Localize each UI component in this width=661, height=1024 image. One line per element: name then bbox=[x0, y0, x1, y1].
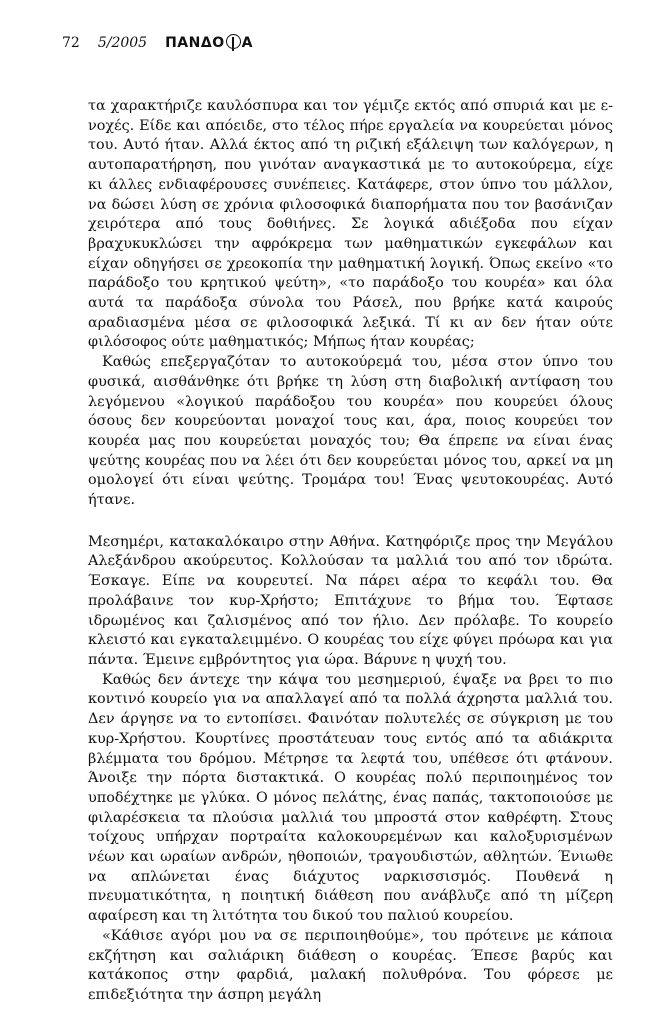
logo-text-start: ΠΑΝΔΟ bbox=[165, 35, 225, 51]
issue-number: 5/2005 bbox=[97, 35, 148, 51]
magazine-logo bbox=[165, 34, 253, 51]
article-body bbox=[88, 97, 613, 1006]
paragraph: τα χαρακτήριζε καυλόσπυρα και τον γέμιζε εκτός από σπυριά και με ενοχές. Είδε και απόειδε, στο τέλος πήρε εργαλεία να κουρεύεται μόνος του. Αυτό ήταν. Αλλά έκτος από τη ριζική εξάλειψη των καλόγερων, η αυτοπαρατήρηση, που γινόταν αναγκαστικά με το αυτοκούρεμα, είχε κι άλλες ενδιαφέρουσες συνέπειες. Κατάφερε, στον ύπνο του μάλλον, να δώσει λύση σε χρόνια φιλοσοφικά διαπορήματα που τον βασάνιζαν χειρότερα από τους δοθιήνες. Σε λογικά αδιέξοδα που είχαν βραχυκυκλώσει την αφρόκρεμα των μαθηματικών εγκεφάλων και είχαν οδηγήσει σε χρεοκοπία την μαθηματική λογική. Όπως εκείνο «το παράδοξο του κρητικού ψεύτη», «το παράδοξο του κουρέα» και όλα αυτά τα παράδοξα σύνολα του Ράσελ, που βρήκε κατά καιρούς αραδιασμένα μέσα σε φιλοσοφικά λεξικά. Τί κι αν δεν ήταν ούτε φιλόσοφος ούτε μαθηματικός; Μήπως ήταν κουρέας; bbox=[88, 98, 613, 351]
page-header bbox=[62, 34, 621, 54]
page-number: 72 bbox=[62, 35, 80, 51]
logo-symbol-icon bbox=[226, 34, 241, 49]
paragraph: Καθώς επεξεργαζόταν το αυτοκούρεμά του, μέσα στον ύπνο του φυσικά, αισθάνθηκε ότι βρήκε τη λύση στη διαβολική αντίφαση του λεγόμενου «λογικού παράδοξου του κουρέα» που κουρεύει όλους όσους δεν κουρεύονται μοναχοί τους και, άρα, ποιος κουρεύει τον κουρέα μας που κουρεύεται μοναχός του; Θα έπρεπε να είναι ένας ψεύτης κουρέας που να λέει ότι δεν κουρεύεται μόνος του, αρκεί να μη ομολογεί ότι είναι ψεύτης. Τρομάρα του! Ένας ψευτοκουρέας. Αυτό ήτανε. bbox=[88, 354, 613, 509]
paragraph: «Κάθισε αγόρι μου να σε περιποιηθούμε», του πρότεινε με κάποια εκζήτηση και σαλιάρικη διάθεση ο κουρέας. Έπεσε βαρύς και κατάκοπος στην φαρδιά, μαλακή πολυθρόνα. Του φόρεσε με επιδεξιότητα την άσπρη μεγάλη bbox=[88, 927, 613, 1003]
paragraph: Μεσημέρι, κατακαλόκαιρο στην Αθήνα. Κατηφόριζε προς την Μεγάλου Αλεξάνδρου ακούρευτος. Κολλούσαν τα μαλλιά του από τον ιδρώτα. Έσκαγε. Είπε να κουρευτεί. Να πάρει αέρα το κεφάλι του. Θα προλάβαινε τον κυρ-Χρήστο; Επιτάχυνε το βήμα του. Έφτασε ιδρωμένος και ζαλισμένος από τον ήλιο. Δεν πρόλαβε. Το κουρείο κλειστό και εγκαταλειμμένο. Ο κουρέας του είχε φύγει πρόωρα και για πάντα. Έμεινε εμβρόντητος για ώρα. Βάρυνε η ψυχή του. bbox=[88, 533, 613, 668]
paragraph: Καθώς δεν άντεχε την κάψα του μεσημεριού, έψαξε να βρει το πιο κοντινό κουρείο για να απαλλαγεί από τα πολλά άχρηστα μαλλιά του. Δεν άργησε να το εντοπίσει. Φαινόταν πολυτελές σε σύγκριση με του κυρ-Χρήστου. Κουρτίνες προστάτευαν τους εντός από τα αδιάκριτα βλέμματα του δρόμου. Μέτρησε τα λεφτά του, υπέθεσε ότι φτάνουν. Άνοιξε την πόρτα διστακτικά. Ο κουρέας πολύ περιποιημένος τον υποδέχτηκε με γλύκα. Ο μόνος πελάτης, ένας παπάς, τακτοποιούσε με φιλαρέσκεια τα πλούσια μαλλιά του μπροστά στον καθρέφτη. Στους τοίχους υπήρχαν πορτραίτα καλοκουρεμένων και καλοξυρισμένων νέων και ωραίων ανδρών, ηθοποιών, τραγουδιστών, αθλητών. Ένιωθε να απλώνεται ένας διάχυτος ναρκισσισμός. Πουθενά η πνευματικότητα, η ποιητική διάθεση που ανάβλυζε από τη μίζερη αφαίρεση και τη λιτότητα του δικού του παλιού κουρείου. bbox=[88, 671, 613, 925]
logo-text-end: Α bbox=[241, 35, 253, 51]
